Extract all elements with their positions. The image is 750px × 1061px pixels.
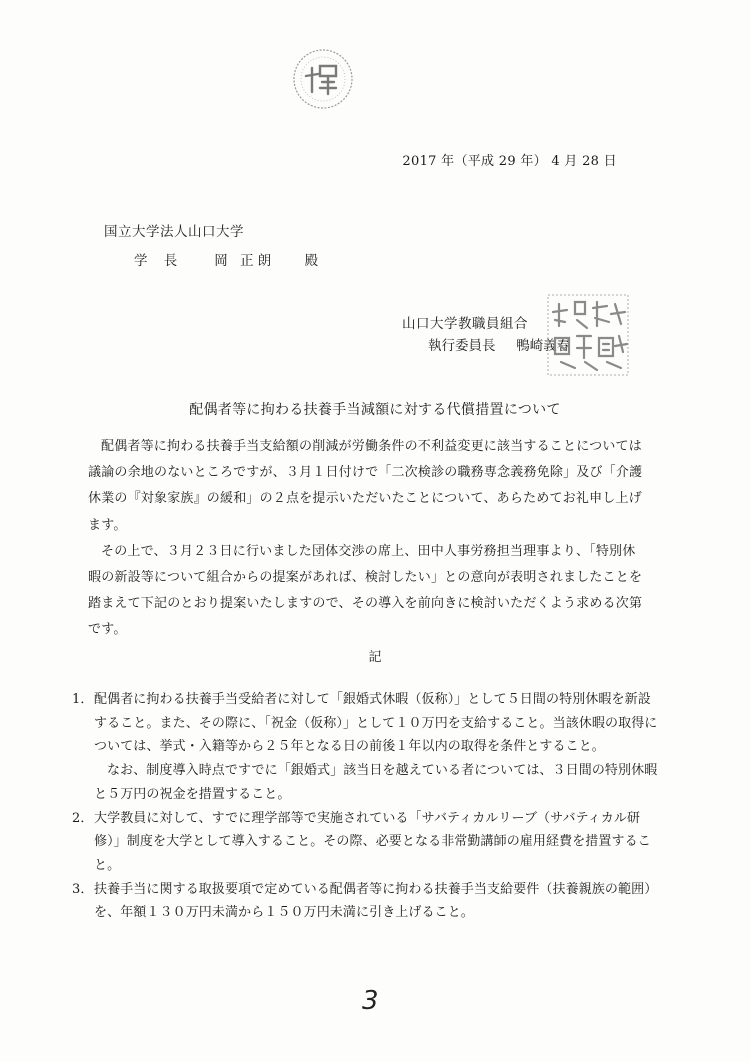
item-number: 3． bbox=[72, 881, 94, 897]
item-note: なお、制度導入時点ですでに「銀婚式」該当日を越えている者については、３日間の特別休暇と５万円の祝金を措置すること。 bbox=[94, 763, 658, 802]
received-stamp bbox=[290, 46, 356, 112]
proposal-list bbox=[72, 688, 662, 925]
recipient-position: 学 長 bbox=[134, 253, 184, 269]
recipient-honorific: 殿 bbox=[304, 253, 319, 269]
item-text: 扶養手当に関する取扱要項で定めている配偶者等に拘わる扶養手当支給要件（扶養親族の範囲）を、年額１３０万円未満から１５０万円未満に引き上げること。 bbox=[94, 881, 658, 921]
recipient-organization: 国立大学法人山口大学 bbox=[104, 224, 244, 240]
sender-position: 執行委員長 bbox=[428, 338, 496, 354]
document-title: 配偶者等に拘わる扶養手当減額に対する代償措置について bbox=[189, 402, 561, 418]
body-paragraph-1: 配偶者等に拘わる扶養手当支給額の削減が労働条件の不利益変更に該当することについては議論の余地のないところですが、３月１日付けで「二次検診の職務専念義務免除」及び「介護休業の『対象家族』の緩和」の２点を提示いただいたことについて、あらためてお礼申し上げます。 bbox=[88, 439, 643, 533]
item-number: 2． bbox=[72, 810, 94, 826]
document-date: 2017 年（平成 29 年） 4 月 28 日 bbox=[402, 154, 617, 169]
body-paragraph-2: その上で、３月２３日に行いました団体交渉の席上、田中人事労務担当理事より、「特別休暇の新設等について組合からの提案があれば、検討したい」との意向が表明されましたことを踏まえて下記のとおり提案いたしますので、その導入を前向きに検討いただくよう求める次第です。 bbox=[88, 543, 643, 638]
item-number: 1． bbox=[72, 692, 94, 707]
page-number: 3 bbox=[362, 986, 379, 1016]
proposal-item-3 bbox=[72, 878, 662, 925]
ki-heading: 記 bbox=[368, 650, 382, 665]
proposal-item-2 bbox=[72, 807, 662, 878]
item-text: 大学教員に対して、すでに理学部等で実施されている「サバティカルリーブ（サバティカル研修）」制度を大学として導入すること。その際、必要となる非常勤講師の雇用経費を措置すること。 bbox=[94, 810, 651, 873]
organization-seal bbox=[545, 292, 631, 378]
item-text: 配偶者に拘わる扶養手当受給者に対して「銀婚式休暇（仮称）」として５日間の特別休暇を新設すること。また、その際に、「祝金（仮称）」として１０万円を支給すること。当該休暇の取得については、挙式・入籍等から２５年となる日の前後１年以内の取得を条件とすること。 bbox=[94, 692, 658, 755]
recipient-line bbox=[134, 249, 318, 269]
recipient-name: 岡 正朗 bbox=[214, 253, 276, 269]
sender-name: 鴨崎義春 bbox=[516, 338, 571, 354]
sender-organization: 山口大学教職員組合 bbox=[402, 316, 528, 332]
body-text bbox=[88, 434, 648, 644]
proposal-item-1 bbox=[72, 688, 662, 807]
